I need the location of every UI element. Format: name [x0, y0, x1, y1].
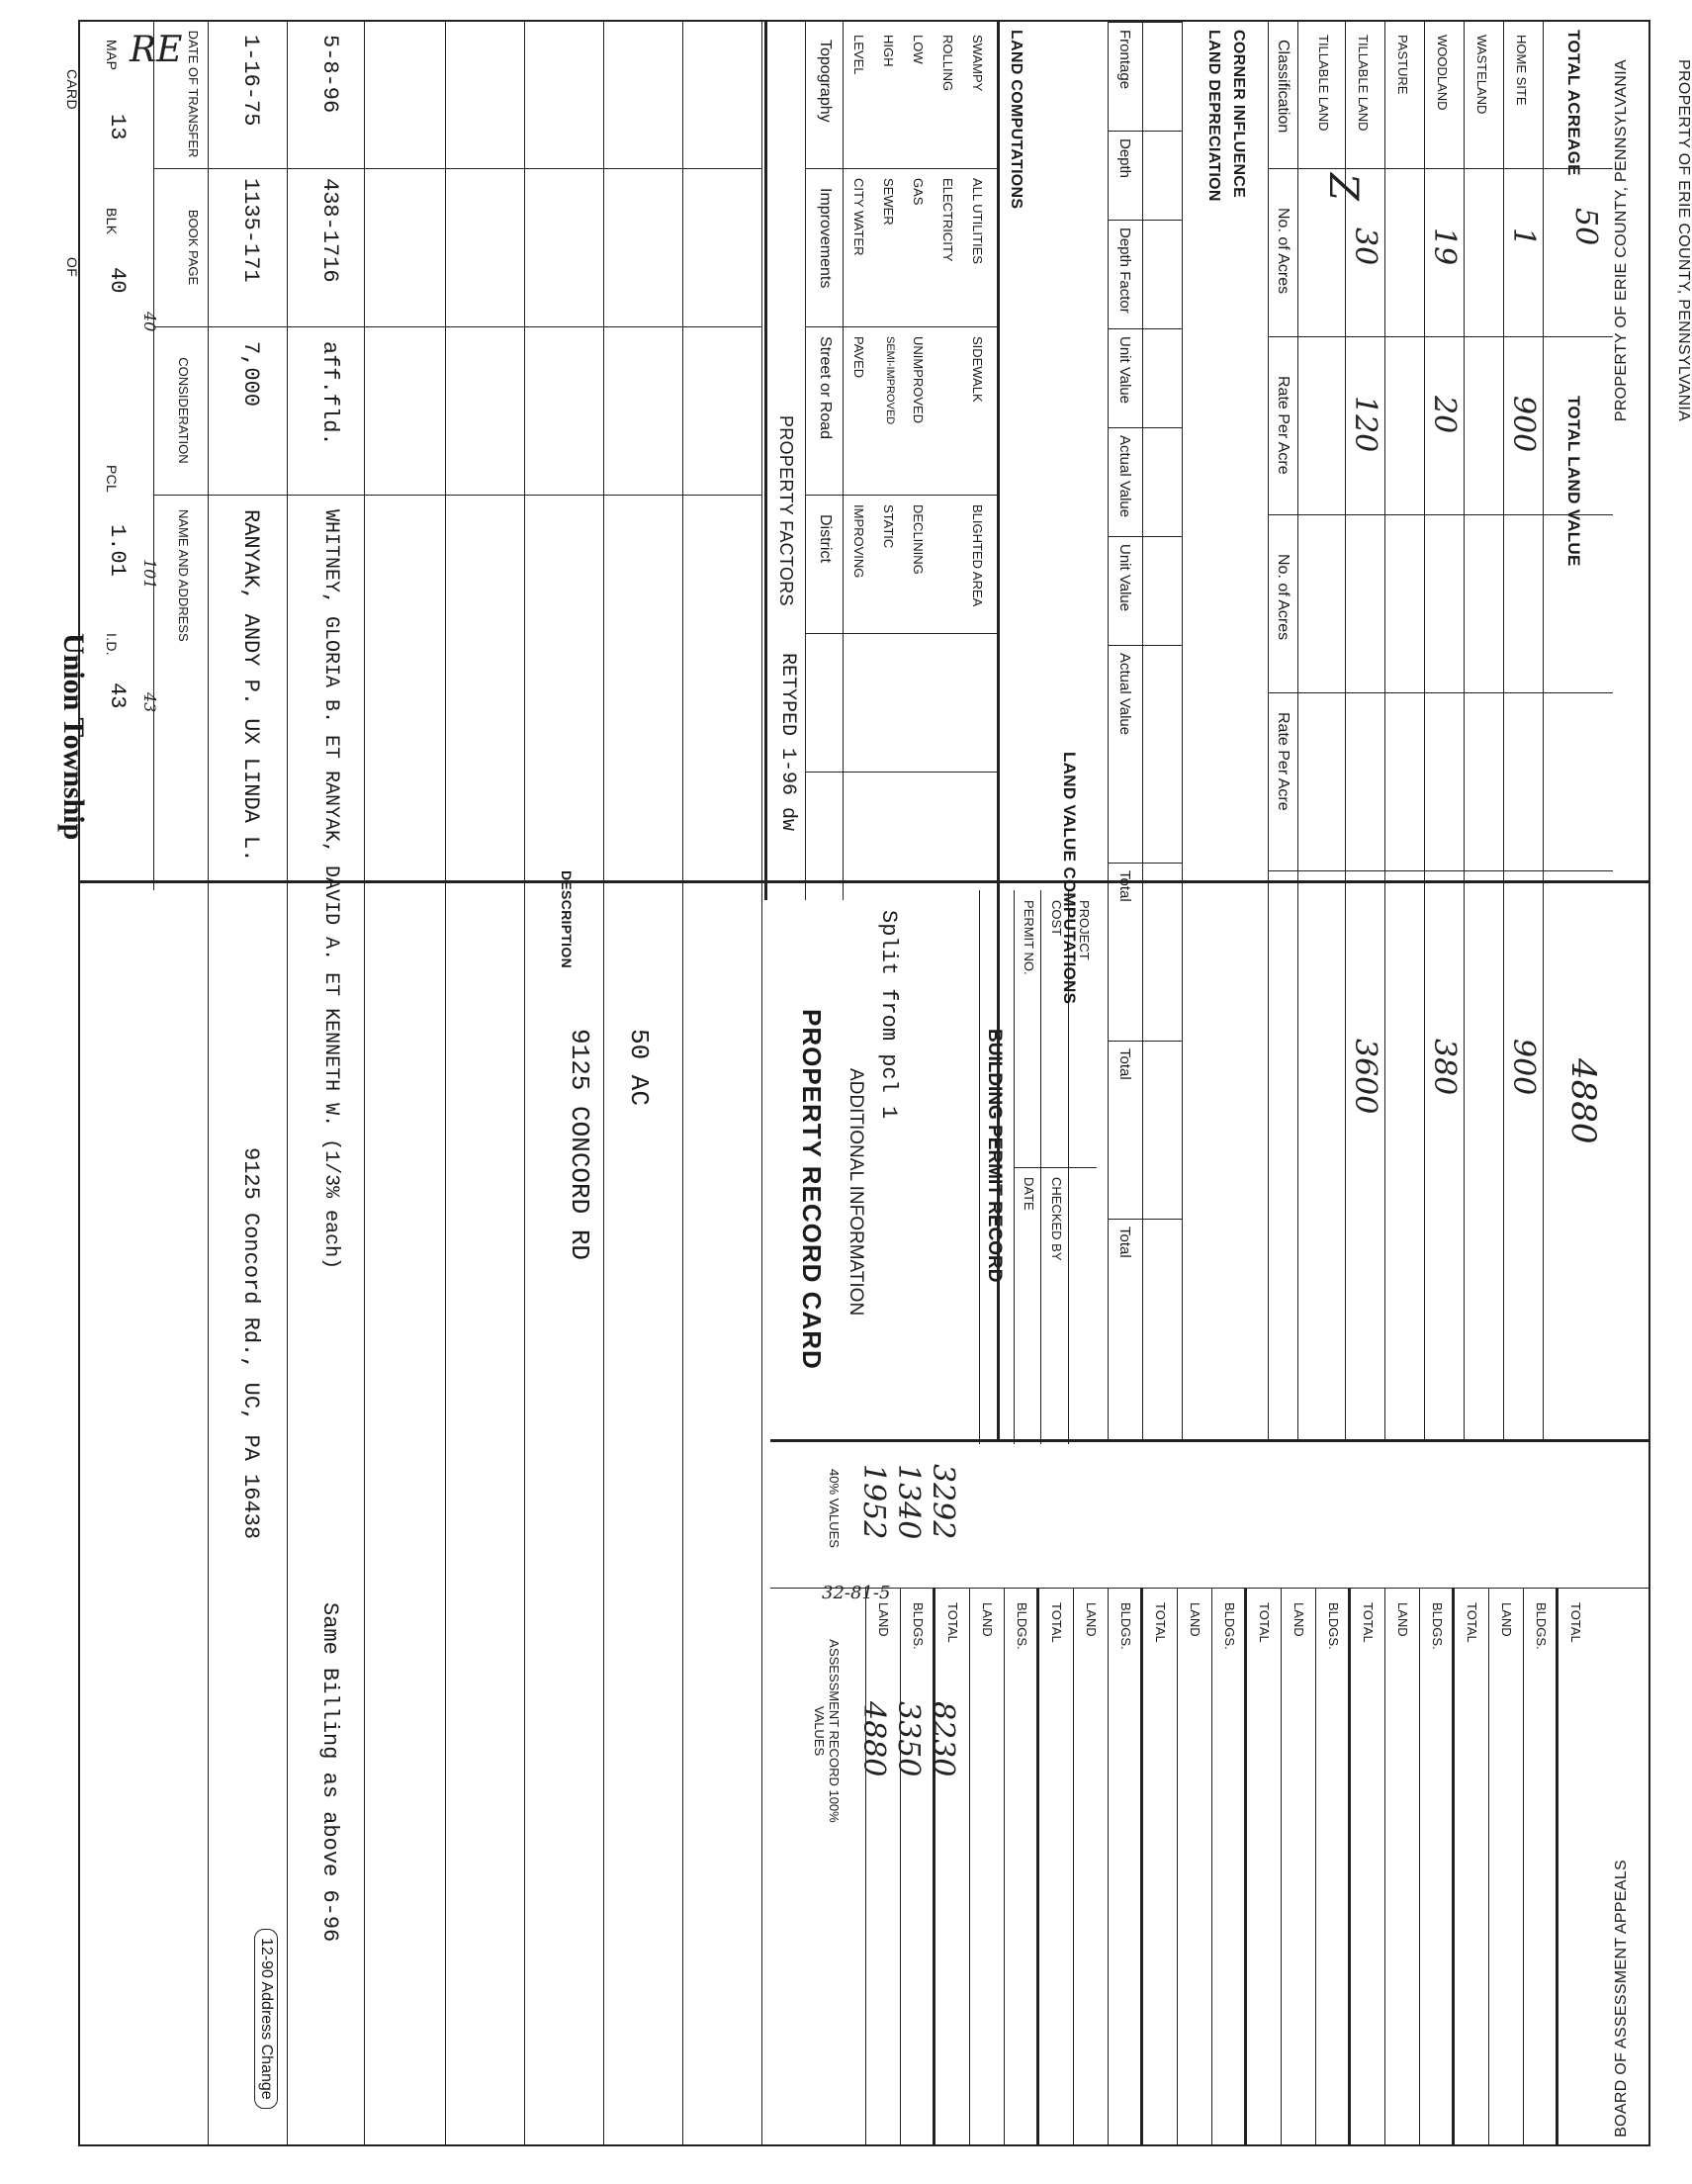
permit-project-label: PROJECT [1077, 900, 1092, 960]
transfer-row-2-consideration: aff.fld. [317, 341, 342, 446]
topo-swampy: SWAMPY [970, 35, 985, 92]
col-bookpage-header: BOOK PAGE [186, 209, 201, 286]
lc-col-header: Total [1116, 1048, 1133, 1080]
assess-row-label: TOTAL [1361, 1602, 1376, 1643]
assess-row-label: TOTAL [1465, 1602, 1479, 1643]
col-date-header: DATE OF TRANSFER [186, 30, 201, 158]
assess-row-label: TOTAL [1049, 1602, 1064, 1643]
land-value-computations-title: LAND VALUE COMPUTATIONS [1060, 752, 1079, 1005]
acre-row-classification: HOME SITE [1514, 35, 1529, 106]
topo-level: LEVEL [851, 35, 866, 75]
road-unimproved: UNIMPROVED [911, 336, 926, 424]
assess-row-label: BLDGS. [911, 1602, 926, 1650]
acre-col-rate: Rate Per Acre [1275, 376, 1291, 475]
id-value: 43 [105, 682, 130, 709]
map-label: MAP [104, 40, 120, 71]
permit-no-label: PERMIT NO. [1022, 900, 1036, 975]
tillable-mark: Z [1320, 173, 1366, 201]
transfer-row-1-date: 1-16-75 [238, 35, 263, 127]
lc-col-header: Actual Value [1116, 653, 1133, 736]
card-label: CARD [64, 69, 80, 110]
acre-row-total: 380 [1427, 1039, 1462, 1096]
blk-value: 40 [105, 267, 130, 294]
imp-gas: GAS [911, 178, 926, 206]
retyped-note: RETYPED 1-96 dw [776, 653, 799, 832]
pf-col-topography: Topography [817, 40, 834, 123]
description-line1: 9125 CONCORD RD [565, 1029, 594, 1261]
address-change-note: 12-90 Address Change [254, 1929, 278, 2109]
total-land-value: 4880 [1563, 1058, 1603, 1144]
district-static: STATIC [881, 504, 896, 549]
pcl-value: 1.01 [105, 524, 130, 577]
topo-rolling: ROLLING [940, 35, 955, 92]
acre-row-classification: WOODLAND [1435, 35, 1450, 111]
building-permit-title: BUILDING PERMIT RECORD [984, 1029, 1005, 1283]
acre-row-rate: 120 [1348, 396, 1382, 453]
assess-row-label: TOTAL [1153, 1602, 1168, 1643]
district-blighted: BLIGHTED AREA [970, 504, 985, 607]
total-acreage-label: TOTAL ACREAGE [1564, 30, 1583, 176]
assess-row-label: BLDGS. [1222, 1602, 1237, 1650]
acre-col-rate2: Rate Per Acre [1275, 712, 1291, 811]
acre-row-total: 900 [1506, 1039, 1541, 1096]
assess-row-label: BLDGS. [1326, 1602, 1341, 1650]
acre-row-classification: TILLABLE LAND [1356, 35, 1371, 132]
map-value: 13 [105, 114, 130, 140]
transfer-row-2-bookpage: 438-1716 [317, 178, 342, 283]
township-title: Union Township [57, 633, 90, 841]
footer-left-text: PROPERTY OF ERIE COUNTY, PENNSYLVANIA [1613, 59, 1630, 422]
assess-row-label: LAND [1188, 1602, 1202, 1637]
additional-info-label: ADDITIONAL INFORMATION [846, 1068, 866, 1317]
corner-influence-label: CORNER INFLUENCE [1230, 30, 1247, 199]
assessment-label: ASSESSMENT RECORD 100% VALUES [812, 1639, 842, 1823]
land-depreciation-label: LAND DEPRECIATION [1205, 30, 1222, 202]
acre-col-acres: No. of Acres [1275, 208, 1291, 295]
forty-land: 1952 [856, 1464, 891, 1540]
acre-col-classification: Classification [1275, 40, 1291, 134]
hundred-land: 4880 [856, 1701, 891, 1777]
lc-col-header: Frontage [1116, 30, 1133, 90]
pf-col-street: Street or Road [817, 336, 834, 440]
permit-date-label: DATE [1022, 1177, 1036, 1211]
assess-row-label: LAND [1291, 1602, 1306, 1637]
acre-row-acres: 19 [1427, 228, 1462, 266]
forty-values-label: 40% VALUES [827, 1469, 842, 1548]
imp-city-water: CITY WATER [851, 178, 866, 256]
lc-col-header: Depth Factor [1116, 228, 1133, 314]
transfer-row-1-bookpage: 1135-171 [238, 178, 263, 283]
lc-col-header: Total [1116, 870, 1133, 902]
acre-row-total: 3600 [1348, 1039, 1382, 1115]
assess-row-label: LAND [1499, 1602, 1514, 1637]
lc-col-header: Unit Value [1116, 336, 1133, 405]
acre-col-acres2: No. of Acres [1275, 554, 1291, 641]
id-label: I.D. [104, 633, 120, 656]
col-consideration-header: CONSIDERATION [176, 357, 191, 464]
total-land-value-label: TOTAL LAND VALUE [1564, 396, 1583, 567]
assess-row-label: LAND [1084, 1602, 1099, 1637]
blk-note: 40 [140, 312, 159, 332]
acre-row-rate: 900 [1506, 396, 1541, 453]
assess-row-label: TOTAL [1568, 1602, 1583, 1643]
lc-col-header: Depth [1116, 138, 1133, 179]
footer-right-text: BOARD OF ASSESSMENT APPEALS [1613, 1860, 1630, 2138]
corner-mark: RE [130, 30, 183, 70]
of-label: OF [64, 257, 80, 278]
topo-low: LOW [911, 35, 926, 64]
pf-col-district: District [817, 514, 834, 563]
lc-col-header: Actual Value [1116, 435, 1133, 518]
transfer-row-1-name: RANYAK, ANDY P. UX LINDA L. [238, 509, 263, 863]
id-note: 43 [140, 692, 159, 713]
imp-all-utilities: ALL UTILITIES [970, 178, 985, 264]
col-name-header: NAME AND ADDRESS [176, 509, 191, 642]
land-computations-title: LAND COMPUTATIONS [1008, 30, 1024, 210]
description-label: DESCRIPTION [559, 870, 575, 968]
blk-label: BLK [104, 208, 120, 235]
acre-row-acres: 1 [1506, 228, 1541, 247]
road-paved: PAVED [851, 336, 866, 379]
assess-row-label: LAND [876, 1602, 891, 1637]
pcl-label: PCL [104, 465, 120, 494]
hundred-bldgs: 3350 [891, 1701, 926, 1777]
forty-total: 3292 [926, 1464, 960, 1540]
forty-bldgs: 1340 [891, 1464, 926, 1540]
imp-electricity: ELECTRICITY [940, 178, 955, 262]
assess-row-label: BLDGS. [1430, 1602, 1445, 1650]
transfer-row-2-address: Same Billing as above 6-96 [317, 1602, 342, 1943]
additional-info: Split from pcl 1 [876, 910, 901, 1120]
lc-col-header: Total [1116, 1227, 1133, 1258]
acre-row-acres: 30 [1348, 228, 1382, 266]
acre-row-classification: PASTURE [1395, 35, 1410, 95]
footer-left: PROPERTY OF ERIE COUNTY, PENNSYLVANIA [1675, 59, 1692, 422]
property-factors-title: PROPERTY FACTORS [776, 415, 796, 606]
district-improving: IMPROVING [851, 504, 866, 579]
hundred-total: 8230 [926, 1701, 960, 1777]
pcl-note: 101 [140, 559, 159, 590]
description-line2: 50 AC [624, 1029, 654, 1107]
pf-col-improvements: Improvements [817, 188, 834, 289]
assess-row-label: LAND [980, 1602, 995, 1637]
acre-row-rate: 20 [1427, 396, 1462, 434]
record-card-title: PROPERTY RECORD CARD [797, 1009, 827, 1370]
assess-row-label: LAND [1395, 1602, 1410, 1637]
total-acreage-value: 50 [1568, 208, 1603, 246]
district-declining: DECLINING [911, 504, 926, 575]
assess-row-label: BLDGS. [1534, 1602, 1549, 1650]
assess-row-label: BLDGS. [1015, 1602, 1029, 1650]
topo-high: HIGH [881, 35, 896, 67]
imp-sewer: SEWER [881, 178, 896, 226]
transfer-row-2-name: WHITNEY, GLORIA B. ET RANYAK, DAVID A. ET KENNETH W. (1/3% each) [319, 509, 342, 1270]
forty-note: 32-81-5 [822, 1583, 891, 1603]
acre-row-classification: TILLABLE LAND [1316, 35, 1331, 132]
road-sidewalk: SIDEWALK [970, 336, 985, 403]
transfer-row-2-date: 5-8-96 [317, 35, 342, 114]
transfer-row-1-consideration: 7,000 [238, 341, 263, 408]
assess-row-label: BLDGS. [1118, 1602, 1133, 1650]
assess-row-label: TOTAL [1257, 1602, 1272, 1643]
transfer-row-1-address: 9125 Concord Rd., UC, PA 16438 [238, 1147, 263, 1540]
road-semi-improved: SEMI-IMPROVED [884, 336, 896, 425]
lc-col-header: Unit Value [1116, 544, 1133, 612]
permit-cost-label: COST [1049, 900, 1064, 937]
assess-row-label: TOTAL [945, 1602, 960, 1643]
permit-checked-label: CHECKED BY [1049, 1177, 1064, 1261]
acre-row-classification: WASTELAND [1474, 35, 1489, 115]
